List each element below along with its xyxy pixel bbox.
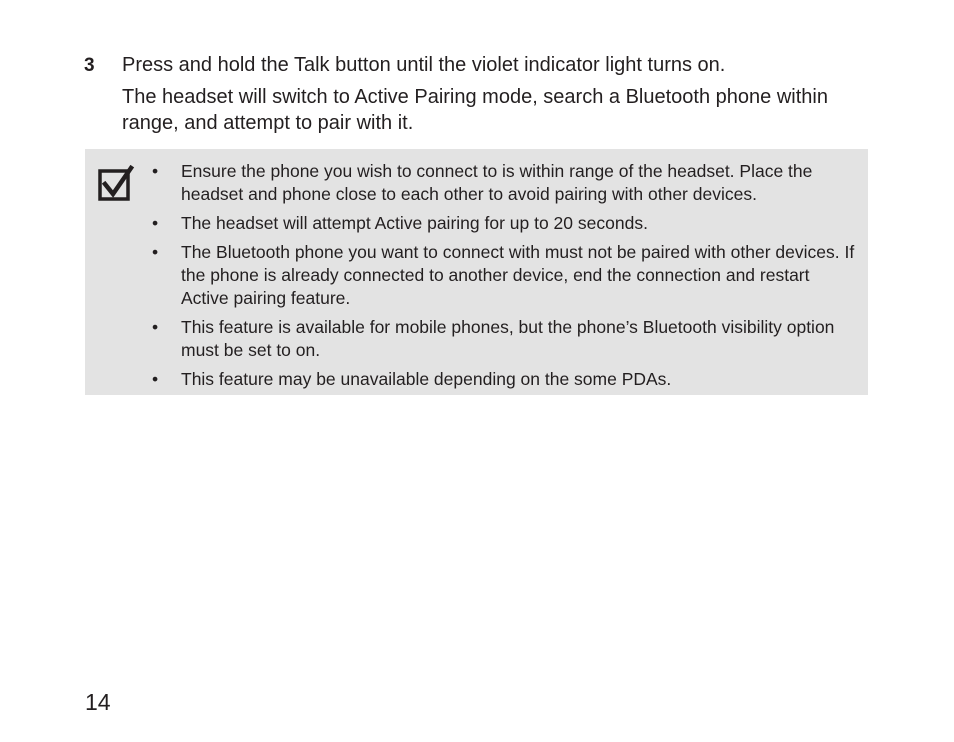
- bullet: •: [152, 317, 159, 337]
- checkbox-check-icon: [98, 165, 136, 203]
- note-item: [152, 212, 857, 235]
- page-number: 14: [85, 689, 111, 715]
- note-box: [85, 149, 868, 395]
- note-item-text: This feature is available for mobile phones, but the phone’s Bluetooth visibility option must be set to on.: [181, 317, 835, 360]
- bullet: •: [152, 161, 159, 181]
- step-body: [122, 52, 862, 136]
- bullet: •: [152, 213, 159, 233]
- note-item-text: Ensure the phone you wish to connect to is within range of the headset. Place the headset and phone close to each other to avoid pairing with other devices.: [181, 161, 813, 204]
- bullet: •: [152, 242, 159, 262]
- note-item-text: The headset will attempt Active pairing for up to 20 seconds.: [181, 213, 648, 233]
- note-item: [152, 160, 857, 206]
- note-item: [152, 316, 857, 362]
- note-item: [152, 241, 857, 310]
- note-item: [152, 368, 857, 391]
- note-item-text: This feature may be unavailable depending on the some PDAs.: [181, 369, 672, 389]
- note-list: [152, 160, 857, 397]
- step-instruction: Press and hold the Talk button until the violet indicator light turns on.: [122, 54, 726, 76]
- step-explanation: The headset will switch to Active Pairing mode, search a Bluetooth phone within range, and attempt to pair with it.: [122, 86, 828, 134]
- step-number: 3: [84, 55, 95, 76]
- bullet: •: [152, 369, 159, 389]
- note-item-text: The Bluetooth phone you want to connect with must not be paired with other devices. If the phone is already connected to another device, end the connection and restart Active pairing feature.: [181, 242, 855, 308]
